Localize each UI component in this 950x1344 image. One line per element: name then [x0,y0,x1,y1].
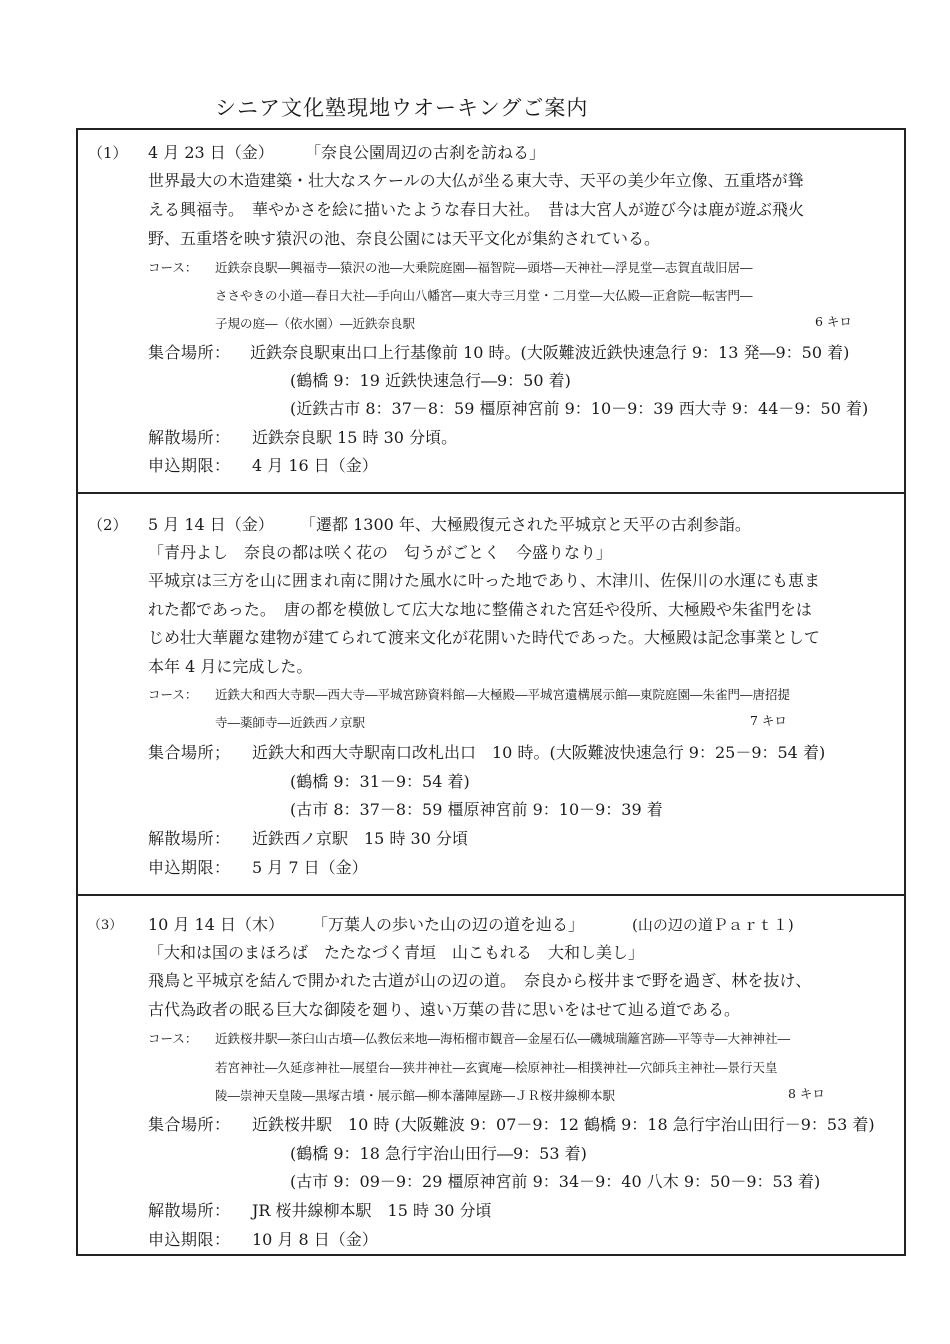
course-line: ささやきの小道―春日大社―手向山八幡宮―東大寺三月堂・二月堂―大仏殿―正倉院―転害門― [215,288,753,303]
dismissal-place: JR 桜井線柳本駅 15 時 30 分頃 [252,1201,492,1220]
course-label: コース： [148,260,198,275]
section-number: （3） [88,918,123,933]
course-line: 近鉄奈良駅―興福寺―猿沢の池―大乗院庭園―福智院―頭塔―天神社―浮見堂―志賀直哉旧居― [215,260,753,275]
description-line: じめ壮大華麗な建物が建てられて渡来文化が花開いた時代であった。大極殿は記念事業として [148,628,820,647]
section-theme: 「奈良公園周辺の古刹を訪ねる」 [305,143,546,162]
course-line: 若宮神社―久延彦神社―展望台―狭井神社―玄賓庵―桧原神社―相撲神社―穴師兵主神社―景行天皇 [215,1060,778,1075]
section-date: 4 月 23 日（金） [148,143,274,162]
dismissal-place: 近鉄奈良駅 15 時 30 分頃。 [252,428,458,447]
deadline-date: 10 月 8 日（金） [252,1230,378,1249]
deadline-label: 申込期限： [148,1230,231,1249]
meeting-label: 集合場所； [148,743,231,762]
meeting-line: (鶴橋 9：18 急行宇治山田行―9：53 着) [290,1144,587,1163]
meeting-line: (鶴橋 9：31－9：54 着) [290,772,470,791]
course-line: 近鉄桜井駅―茶臼山古墳―仏教伝来地―海柘榴市観音―金屋石仏―磯城瑞籬宮跡―平等寺―大神神社― [215,1031,791,1046]
section-number: （2） [88,516,128,534]
section-divider [78,492,906,494]
description-line: 平城京は三方を山に囲まれ南に開けた風水に叶った地であり、木津川、佐保川の水運にも恵ま [148,571,821,590]
description-line: える興福寺。 華やかさを絵に描いたような春日大社。 昔は大宮人が遊び今は鹿が遊ぶ飛火 [148,200,805,219]
course-distance: 6 キロ [815,314,852,329]
meeting-line: 近鉄奈良駅東出口上行基像前 10 時。(大阪難波近鉄快速急行 9：13 発―9：50 着) [250,343,850,362]
section-date: 10 月 14 日（木） [148,915,284,934]
meeting-line: (古市 8：37－8：59 橿原神宮前 9：10－9：39 着 [290,800,663,819]
deadline-label: 申込期限： [148,456,231,475]
description-line: 本年 4 月に完成した。 [148,657,313,676]
course-label: コース： [148,1031,198,1046]
dismissal-label: 解散場所： [148,1201,231,1220]
section-divider [78,894,906,896]
description-line: 飛鳥と平城京を結んで開かれた古道が山の辺の道。 奈良から桜井まで野を過ぎ、林を抜け、 [148,971,812,990]
page-title: シニア文化塾現地ウオーキングご案内 [215,96,589,120]
section-subtitle: 「大和は国のまほろば たたなづく青垣 山こもれる 大和し美し」 [148,943,645,962]
section-theme: 「万葉人の歩いた山の辺の道を辿る」 [312,915,585,934]
course-label: コース： [148,687,198,702]
course-line: 子規の庭―（依水園）―近鉄奈良駅 [215,316,416,331]
dismissal-label: 解散場所： [148,428,231,447]
course-line: 寺―薬師寺―近鉄西ノ京駅 [215,715,366,730]
course-line: 近鉄大和西大寺駅―西大寺―平城宮跡資料館―大極殿―平城宮遺構展示館―東院庭園―朱雀門―唐招提 [215,687,791,702]
meeting-label: 集合場所： [148,343,231,362]
meeting-label: 集合場所： [148,1115,231,1134]
deadline-label: 申込期限： [148,858,231,877]
course-distance: 8 キロ [788,1086,825,1101]
section-theme-note: (山の辺の道Ｐａｒｔ１) [632,916,794,934]
section-date: 5 月 14 日（金） [148,515,274,534]
meeting-line: (鶴橋 9：19 近鉄快速急行―9：50 着) [290,371,571,390]
dismissal-label: 解散場所： [148,829,231,848]
section-subtitle: 「青丹よし 奈良の都は咲く花の 匂うがごとく 今盛りなり」 [148,543,613,562]
description-line: 古代為政者の眠る巨大な御陵を廻り、遠い万葉の昔に思いをはせて辿る道である。 [148,1000,741,1019]
dismissal-place: 近鉄西ノ京駅 15 時 30 分頃 [252,829,468,848]
meeting-line: (近鉄古市 8：37－8：59 橿原神宮前 9：10－9：39 西大寺 9：44－9：50 着) [290,399,869,418]
meeting-line: (古市 9：09－9：29 橿原神宮前 9：34－9：40 八木 9：50－9：53 着) [290,1172,821,1191]
meeting-line: 近鉄桜井駅 10 時 (大阪難波 9：07－9：12 鶴橋 9：18 急行宇治山田行－9：53 着) [252,1115,875,1134]
deadline-date: 5 月 7 日（金） [252,858,368,877]
description-line: れた都であった。 唐の都を模倣して広大な地に整備された宮廷や役所、大極殿や朱雀門をは [148,600,812,619]
course-distance: 7 キロ [750,713,787,728]
description-line: 世界最大の木造建築・壮大なスケールの大仏が坐る東大寺、天平の美少年立像、五重塔が聳 [148,171,804,190]
section-number: （1） [88,144,128,162]
deadline-date: 4 月 16 日（金） [252,456,378,475]
course-line: 陵―崇神天皇陵―黒塚古墳・展示館―柳本藩陣屋跡―ＪＲ桜井線柳本駅 [215,1088,616,1103]
meeting-line: 近鉄大和西大寺駅南口改札出口 10 時。(大阪難波快速急行 9：25－9：54 着) [252,743,826,762]
description-line: 野、五重塔を映す猿沢の池、奈良公園には天平文化が集約されている。 [148,229,661,248]
section-theme: 「遷都 1300 年、大極殿復元された平城京と天平の古刹参詣。 [300,515,751,534]
